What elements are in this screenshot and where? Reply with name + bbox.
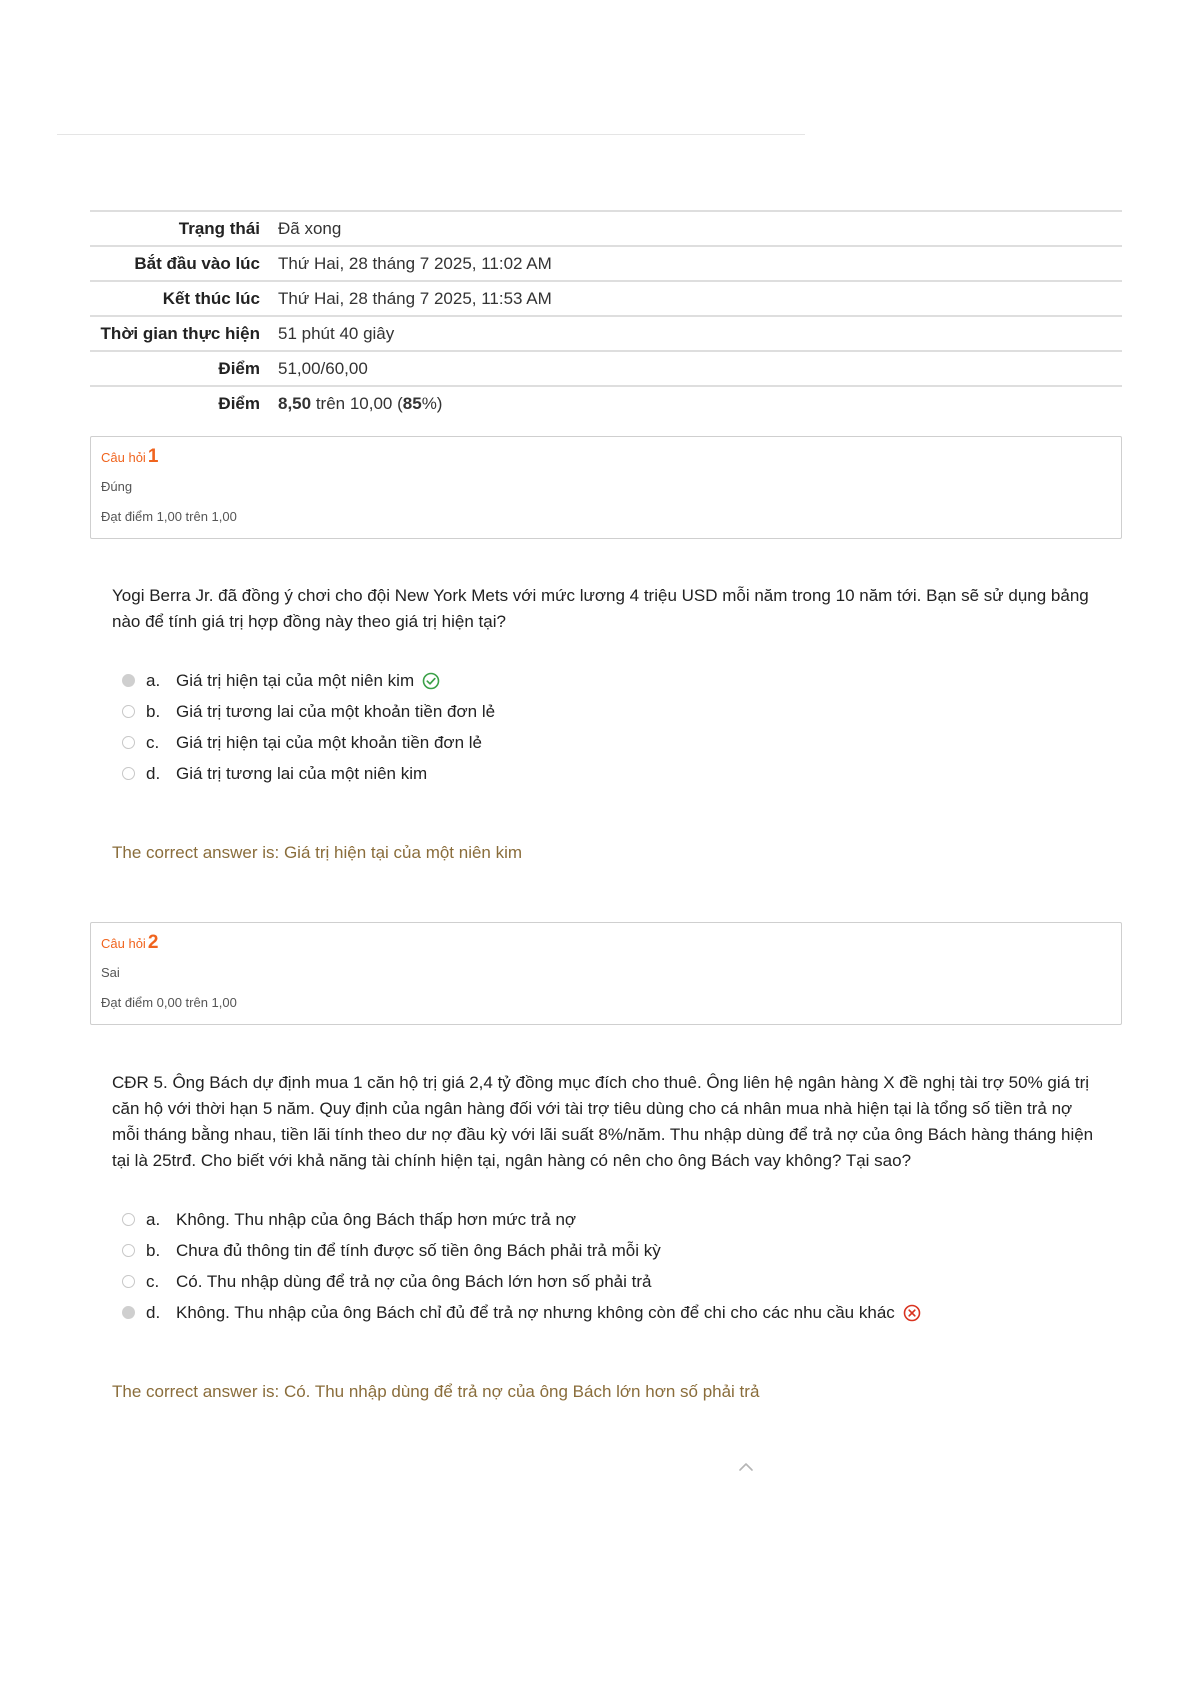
option-text: Giá trị tương lai của một khoản tiền đơn lẻ xyxy=(176,701,496,721)
question-state: Đúng xyxy=(101,479,133,494)
question-1-answers xyxy=(122,665,1102,789)
radio-button[interactable] xyxy=(122,1306,135,1319)
summary-label: Thời gian thực hiện xyxy=(100,324,260,343)
option-text: Có. Thu nhập dùng để trả nợ của ông Bách lớn hơn số phải trả xyxy=(176,1271,652,1291)
question-2-info xyxy=(90,922,1122,1025)
radio-button[interactable] xyxy=(122,767,135,780)
summary-value: 51,00/60,00 xyxy=(278,359,368,378)
option-letter: d. xyxy=(146,1302,161,1322)
right-answer-text: Có. Thu nhập dùng để trả nợ của ông Bách lớn hơn số phải trả xyxy=(283,1382,760,1401)
summary-row-started xyxy=(90,246,1122,281)
question-number xyxy=(101,446,158,468)
question-grade: Đạt điểm 0,00 trên 1,00 xyxy=(101,995,237,1010)
option-letter: d. xyxy=(146,763,161,783)
summary-row-completed xyxy=(90,281,1122,316)
question-1-right-answer xyxy=(112,843,522,863)
summary-label: Bắt đầu vào lúc xyxy=(134,254,260,273)
question-number-value: 1 xyxy=(147,446,159,467)
summary-label: Điểm xyxy=(218,359,260,378)
right-answer-text: Giá trị hiện tại của một niên kim xyxy=(283,843,523,862)
question-2-answers xyxy=(122,1204,1102,1328)
question-label: Câu hỏi xyxy=(101,936,146,951)
summary-value: 51 phút 40 giây xyxy=(278,324,395,343)
x-circle-icon xyxy=(903,1304,921,1322)
summary-value xyxy=(276,386,1122,420)
question-grade: Đạt điểm 1,00 trên 1,00 xyxy=(101,509,237,524)
summary-value: Đã xong xyxy=(278,219,342,238)
question-state: Sai xyxy=(101,965,120,980)
question-label: Câu hỏi xyxy=(101,450,146,465)
summary-row-grade xyxy=(90,386,1122,420)
answer-option-c[interactable] xyxy=(122,1266,1102,1297)
summary-label: Điểm xyxy=(218,394,260,413)
question-1-text: Yogi Berra Jr. đã đồng ý chơi cho đội New York Mets với mức lương 4 triệu USD mỗi năm trong 10 năm tới. Bạn sẽ sử dụng bảng nào để tính giá trị hợp đồng này theo giá trị hiện tại? xyxy=(112,586,1089,631)
option-text: Chưa đủ thông tin để tính được số tiền ông Bách phải trả mỗi kỳ xyxy=(176,1240,661,1260)
right-answer-prefix: The correct answer is: xyxy=(112,1382,284,1401)
summary-value: Thứ Hai, 28 tháng 7 2025, 11:53 AM xyxy=(278,289,552,308)
radio-button[interactable] xyxy=(122,1244,135,1257)
radio-button[interactable] xyxy=(122,736,135,749)
question-1-info xyxy=(90,436,1122,539)
option-text: Giá trị hiện tại của một niên kim xyxy=(176,670,415,690)
answer-option-b[interactable] xyxy=(122,696,1102,727)
attempt-summary-table xyxy=(90,210,1122,420)
option-text: Không. Thu nhập của ông Bách chỉ đủ để trả nợ nhưng không còn để chi cho các nhu cầu khác xyxy=(176,1302,895,1322)
right-answer-prefix: The correct answer is: xyxy=(112,843,284,862)
summary-value: Thứ Hai, 28 tháng 7 2025, 11:02 AM xyxy=(278,254,552,273)
radio-button[interactable] xyxy=(122,674,135,687)
option-letter: a. xyxy=(146,670,161,690)
summary-row-duration xyxy=(90,316,1122,351)
check-circle-icon xyxy=(422,672,440,690)
option-letter: a. xyxy=(146,1209,161,1229)
radio-button[interactable] xyxy=(122,705,135,718)
summary-row-marks xyxy=(90,351,1122,386)
chevron-up-icon[interactable] xyxy=(738,1462,754,1472)
summary-label: Kết thúc lúc xyxy=(162,289,260,308)
answer-option-b[interactable] xyxy=(122,1235,1102,1266)
option-letter: c. xyxy=(146,1271,160,1291)
answer-option-a[interactable] xyxy=(122,1204,1102,1235)
option-text: Không. Thu nhập của ông Bách thấp hơn mức trả nợ xyxy=(176,1209,577,1229)
grade-out-of: trên 10,00 ( xyxy=(311,394,403,413)
grade-value: 8,50 xyxy=(278,394,312,413)
header-divider xyxy=(57,134,805,135)
grade-percent-suffix: %) xyxy=(421,394,443,413)
grade-percent: 85 xyxy=(402,394,422,413)
question-2-right-answer xyxy=(112,1382,759,1402)
option-text: Giá trị hiện tại của một khoản tiền đơn lẻ xyxy=(176,732,482,752)
option-letter: c. xyxy=(146,732,160,752)
option-text: Giá trị tương lai của một niên kim xyxy=(176,763,428,783)
answer-option-d[interactable] xyxy=(122,758,1102,789)
answer-option-c[interactable] xyxy=(122,727,1102,758)
option-letter: b. xyxy=(146,1240,161,1260)
question-number xyxy=(101,932,158,954)
answer-option-a[interactable] xyxy=(122,665,1102,696)
radio-button[interactable] xyxy=(122,1275,135,1288)
question-number-value: 2 xyxy=(147,932,159,953)
question-2-text: CĐR 5. Ông Bách dự định mua 1 căn hộ trị giá 2,4 tỷ đồng mục đích cho thuê. Ông liên hệ ngân hàng X đề nghị tài trợ 50% giá trị căn hộ với thời hạn 5 năm. Quy định của ngân hàng đối với tài trợ tiêu dùng cho cá nhân mua nhà hiện tại là tổng số tiền trả nợ mỗi tháng bằng nhau, tiền lãi tính theo dư nợ đầu kỳ với lãi suất 8%/năm. Thu nhập dùng để trả nợ của ông Bách hàng tháng hiện tại là 25trđ. Cho biết với khả năng tài chính hiện tại, ngân hàng có nên cho ông Bách vay không? Tại sao? xyxy=(112,1073,1094,1170)
answer-option-d[interactable] xyxy=(122,1297,1102,1328)
summary-row-state xyxy=(90,211,1122,246)
radio-button[interactable] xyxy=(122,1213,135,1226)
summary-label: Trạng thái xyxy=(178,219,260,238)
option-letter: b. xyxy=(146,701,161,721)
